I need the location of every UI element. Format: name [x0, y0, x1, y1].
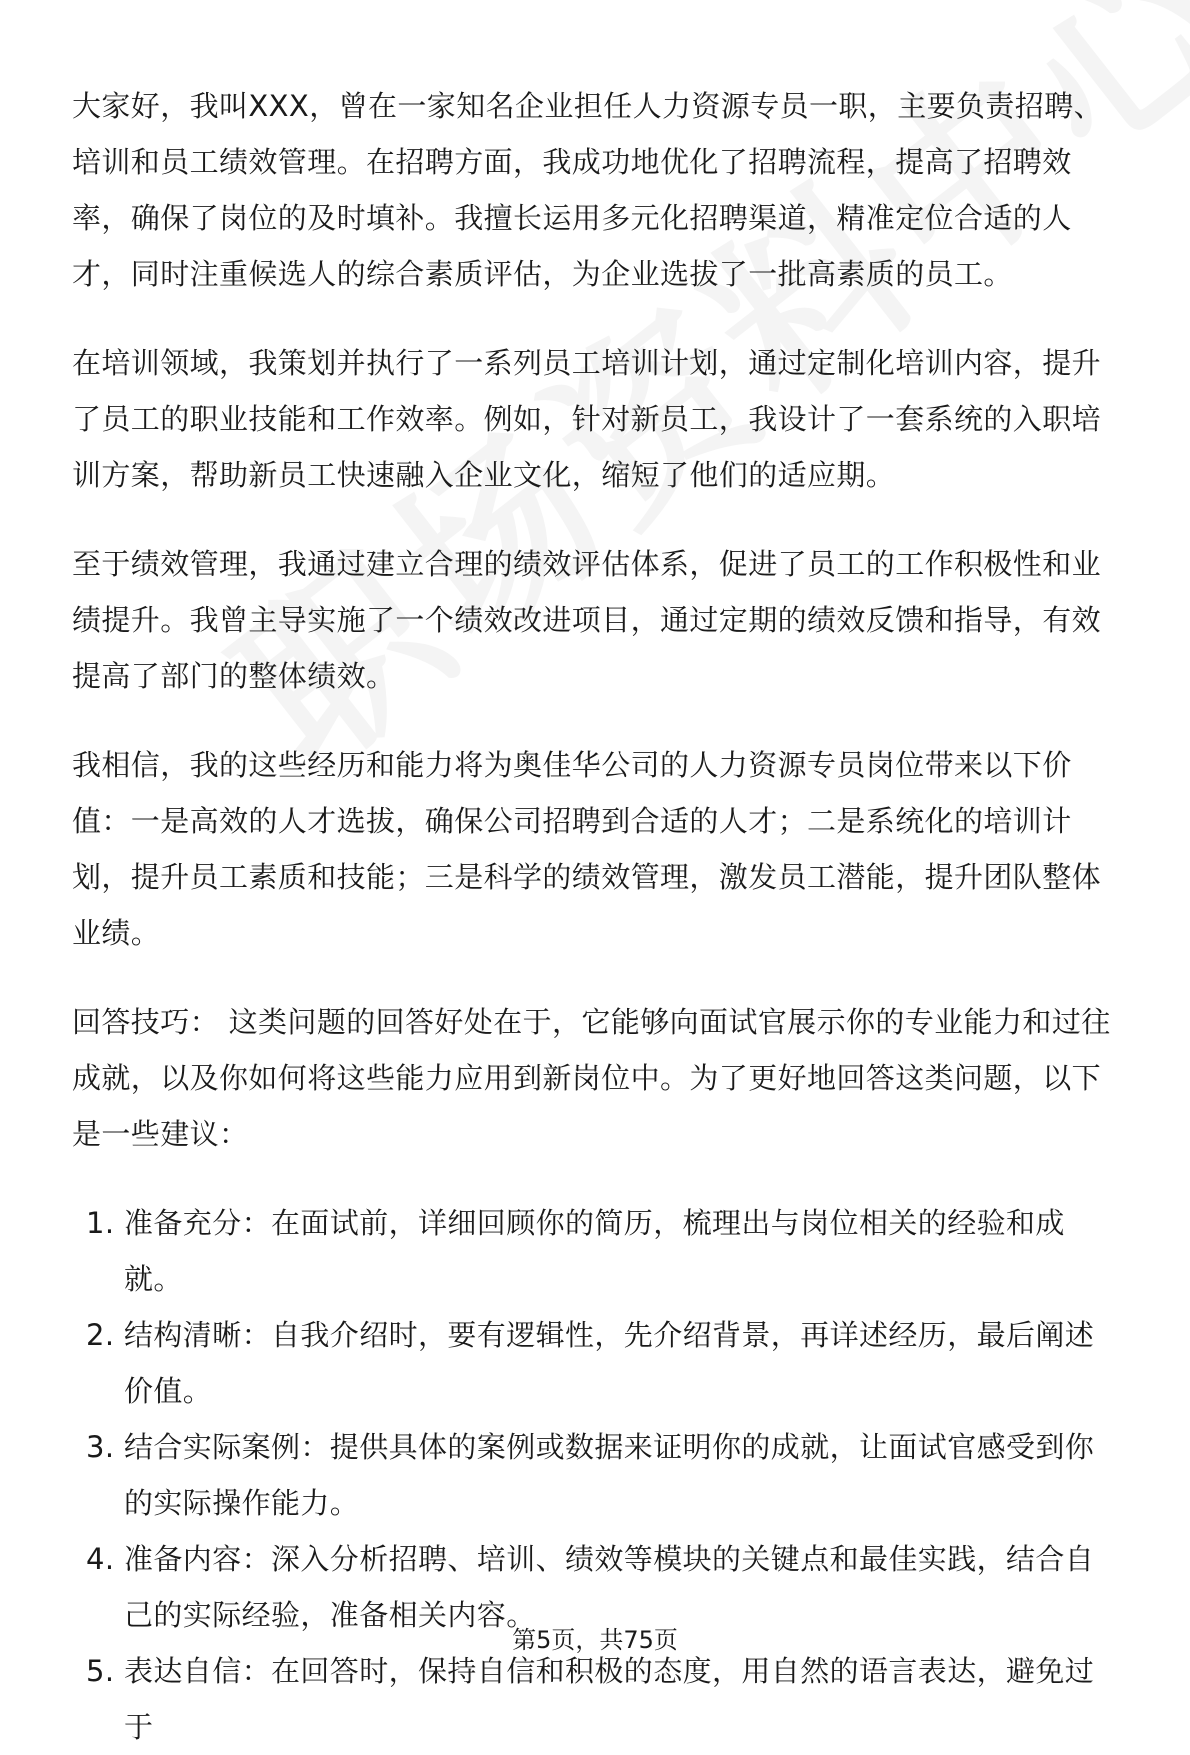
tips-list: [72, 1195, 1122, 1755]
list-item: [72, 1419, 1122, 1531]
list-number: 5.: [86, 1654, 115, 1688]
list-item-text: 结合实际案例：提供具体的案例或数据来证明你的成就，让面试官感受到你的实际操作能力。: [124, 1430, 1095, 1520]
list-item: [72, 1195, 1122, 1307]
list-item-text: 准备充分：在面试前，详细回顾你的简历，梳理出与岗位相关的经验和成就。: [124, 1206, 1065, 1296]
list-number: 1.: [86, 1206, 115, 1240]
document-body: [72, 78, 1122, 1755]
paragraph-performance: 至于绩效管理，我通过建立合理的绩效评估体系，促进了员工的工作积极性和业绩提升。我曾主导实施了一个绩效改进项目，通过定期的绩效反馈和指导，有效提高了部门的整体绩效。: [72, 547, 1102, 693]
list-number: 4.: [86, 1542, 115, 1576]
list-number: 2.: [86, 1318, 115, 1352]
paragraph-intro: 大家好，我叫XXX，曾在一家知名企业担任人力资源专员一职，主要负责招聘、培训和员工绩效管理。在招聘方面，我成功地优化了招聘流程，提高了招聘效率，确保了岗位的及时填补。我擅长运用多元化招聘渠道，精准定位合适的人才，同时注重候选人的综合素质评估，为企业选拔了一批高素质的员工。: [72, 89, 1104, 291]
list-item-text: 表达自信：在回答时，保持自信和积极的态度，用自然的语言表达，避免过于: [124, 1654, 1095, 1744]
paragraph-value: 我相信，我的这些经历和能力将为奥佳华公司的人力资源专员岗位带来以下价值：一是高效的人才选拔，确保公司招聘到合适的人才；二是系统化的培训计划，提升员工素质和技能；三是科学的绩效管理，激发员工潜能，提升团队整体业绩。: [72, 748, 1102, 950]
list-number: 3.: [86, 1430, 115, 1464]
page-footer: 第5页，共75页: [512, 1626, 678, 1654]
list-item: [72, 1643, 1122, 1755]
list-item-text: 结构清晰：自我介绍时，要有逻辑性，先介绍背景，再详述经历，最后阐述价值。: [124, 1318, 1095, 1408]
list-item-text: 准备内容：深入分析招聘、培训、绩效等模块的关键点和最佳实践，结合自己的实际经验，准备相关内容。: [124, 1542, 1095, 1632]
list-item: [72, 1307, 1122, 1419]
paragraph-tips: 回答技巧： 这类问题的回答好处在于，它能够向面试官展示你的专业能力和过往成就，以及你如何将这些能力应用到新岗位中。为了更好地回答这类问题，以下是一些建议：: [72, 1005, 1111, 1151]
paragraph-training: 在培训领域，我策划并执行了一系列员工培训计划，通过定制化培训内容，提升了员工的职业技能和工作效率。例如，针对新员工，我设计了一套系统的入职培训方案，帮助新员工快速融入企业文化，缩短了他们的适应期。: [72, 346, 1102, 492]
